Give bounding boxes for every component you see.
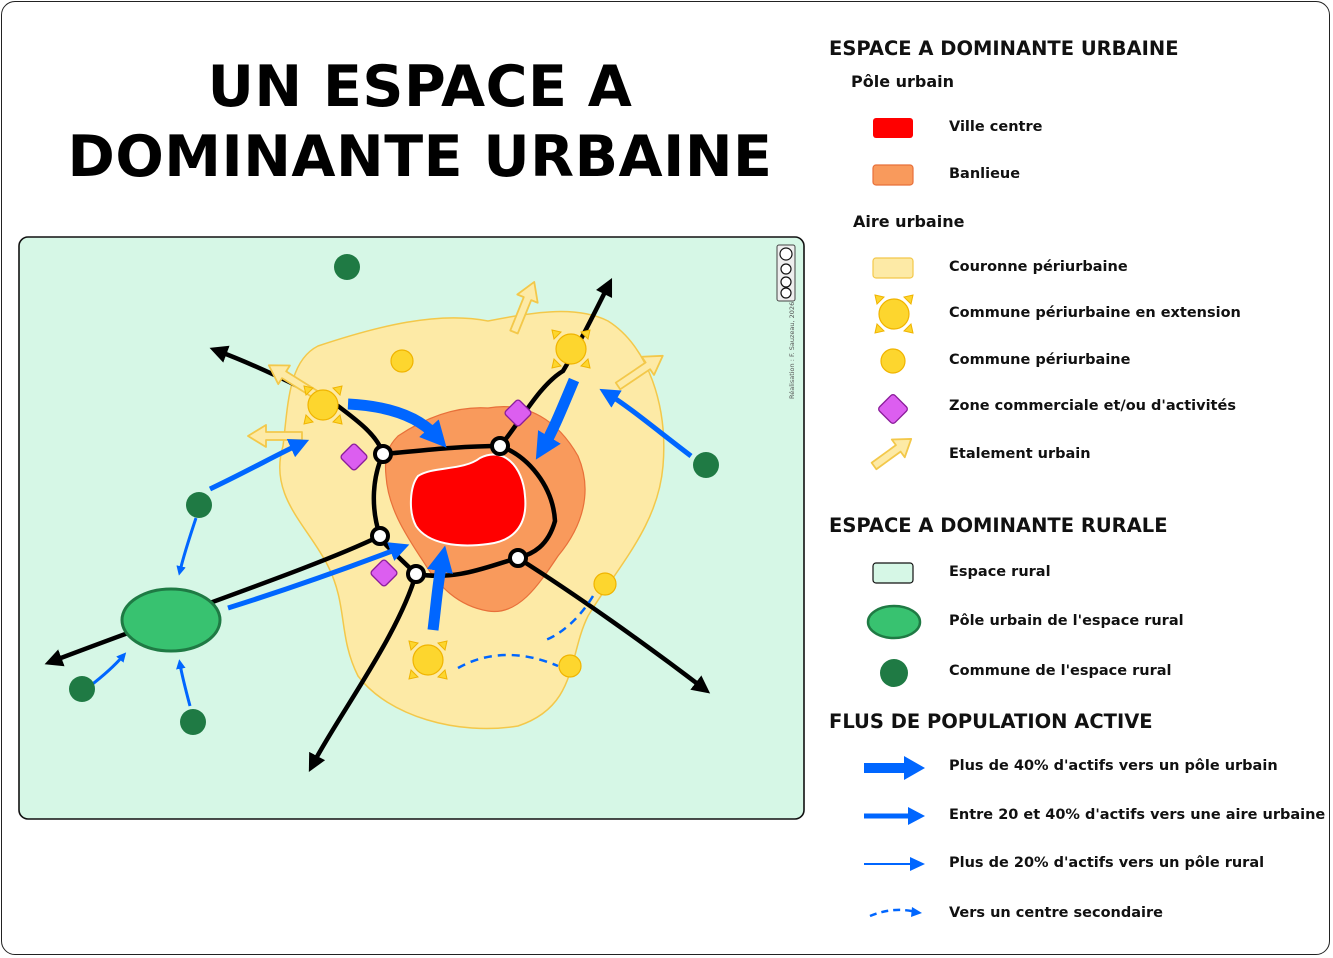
legend-label-commercial-zone: Zone commerciale et/ou d'activités	[949, 398, 1236, 414]
legend-label-city-center: Ville centre	[949, 119, 1043, 135]
periurban-commune-extension	[304, 386, 342, 424]
legend-heading-flows: FLUS DE POPULATION ACTIVE	[829, 710, 1153, 733]
legend-label-flow-medium: Entre 20 et 40% d'actifs vers une aire urbaine	[949, 807, 1326, 823]
legend-label-flow-major: Plus de 40% d'actifs vers un pôle urbain	[949, 758, 1278, 774]
legend-label-commune-extension: Commune périurbaine en extension	[949, 305, 1241, 321]
legend-subheading-aire: Aire urbaine	[853, 212, 965, 231]
legend-symbol-commercial-zone	[876, 392, 910, 426]
legend-swatch-periurban-crown	[872, 256, 916, 280]
legend-swatch-rural-space	[872, 561, 916, 585]
legend-symbol-commune-extension	[872, 292, 916, 336]
legend-label-suburb: Banlieue	[949, 166, 1021, 182]
schematic-map	[18, 236, 805, 820]
license-badge	[777, 245, 795, 301]
legend-symbol-urban-sprawl	[866, 434, 922, 474]
rural-urban-pole	[122, 589, 220, 651]
periurban-commune-extension	[409, 641, 447, 679]
credit-text: Réalisation : F. Sauzeau, 2026	[788, 301, 796, 399]
periurban-commune-extension	[552, 330, 590, 368]
legend-symbol-rural-pole	[864, 602, 924, 642]
legend-symbol-flow-secondary	[866, 902, 926, 924]
page-title: UN ESPACE A DOMINANTE URBAINE	[67, 54, 773, 190]
legend-label-urban-sprawl: Etalement urbain	[949, 446, 1091, 462]
legend-swatch-city-center	[872, 116, 916, 140]
legend-symbol-flow-major	[862, 754, 928, 782]
legend-label-flow-minor: Plus de 20% d'actifs vers un pôle rural	[949, 855, 1265, 871]
legend-label-rural-pole: Pôle urbain de l'espace rural	[949, 613, 1184, 629]
legend-swatch-suburb	[872, 163, 916, 187]
legend-label-flow-secondary: Vers un centre secondaire	[949, 905, 1163, 921]
legend-subheading-pole: Pôle urbain	[851, 72, 955, 91]
legend-symbol-rural-commune	[878, 657, 910, 689]
legend-symbol-periurban-commune	[878, 346, 908, 376]
legend-symbol-flow-minor	[862, 853, 928, 875]
legend-symbol-flow-medium	[862, 804, 928, 828]
legend-heading-rural: ESPACE A DOMINANTE RURALE	[829, 514, 1168, 537]
legend-label-rural-commune: Commune de l'espace rural	[949, 663, 1172, 679]
legend-heading-urban: ESPACE A DOMINANTE URBAINE	[829, 37, 1179, 60]
legend-label-rural-space: Espace rural	[949, 564, 1051, 580]
legend-label-periurban-commune: Commune périurbaine	[949, 352, 1131, 368]
legend-label-periurban-crown: Couronne périurbaine	[949, 259, 1128, 275]
